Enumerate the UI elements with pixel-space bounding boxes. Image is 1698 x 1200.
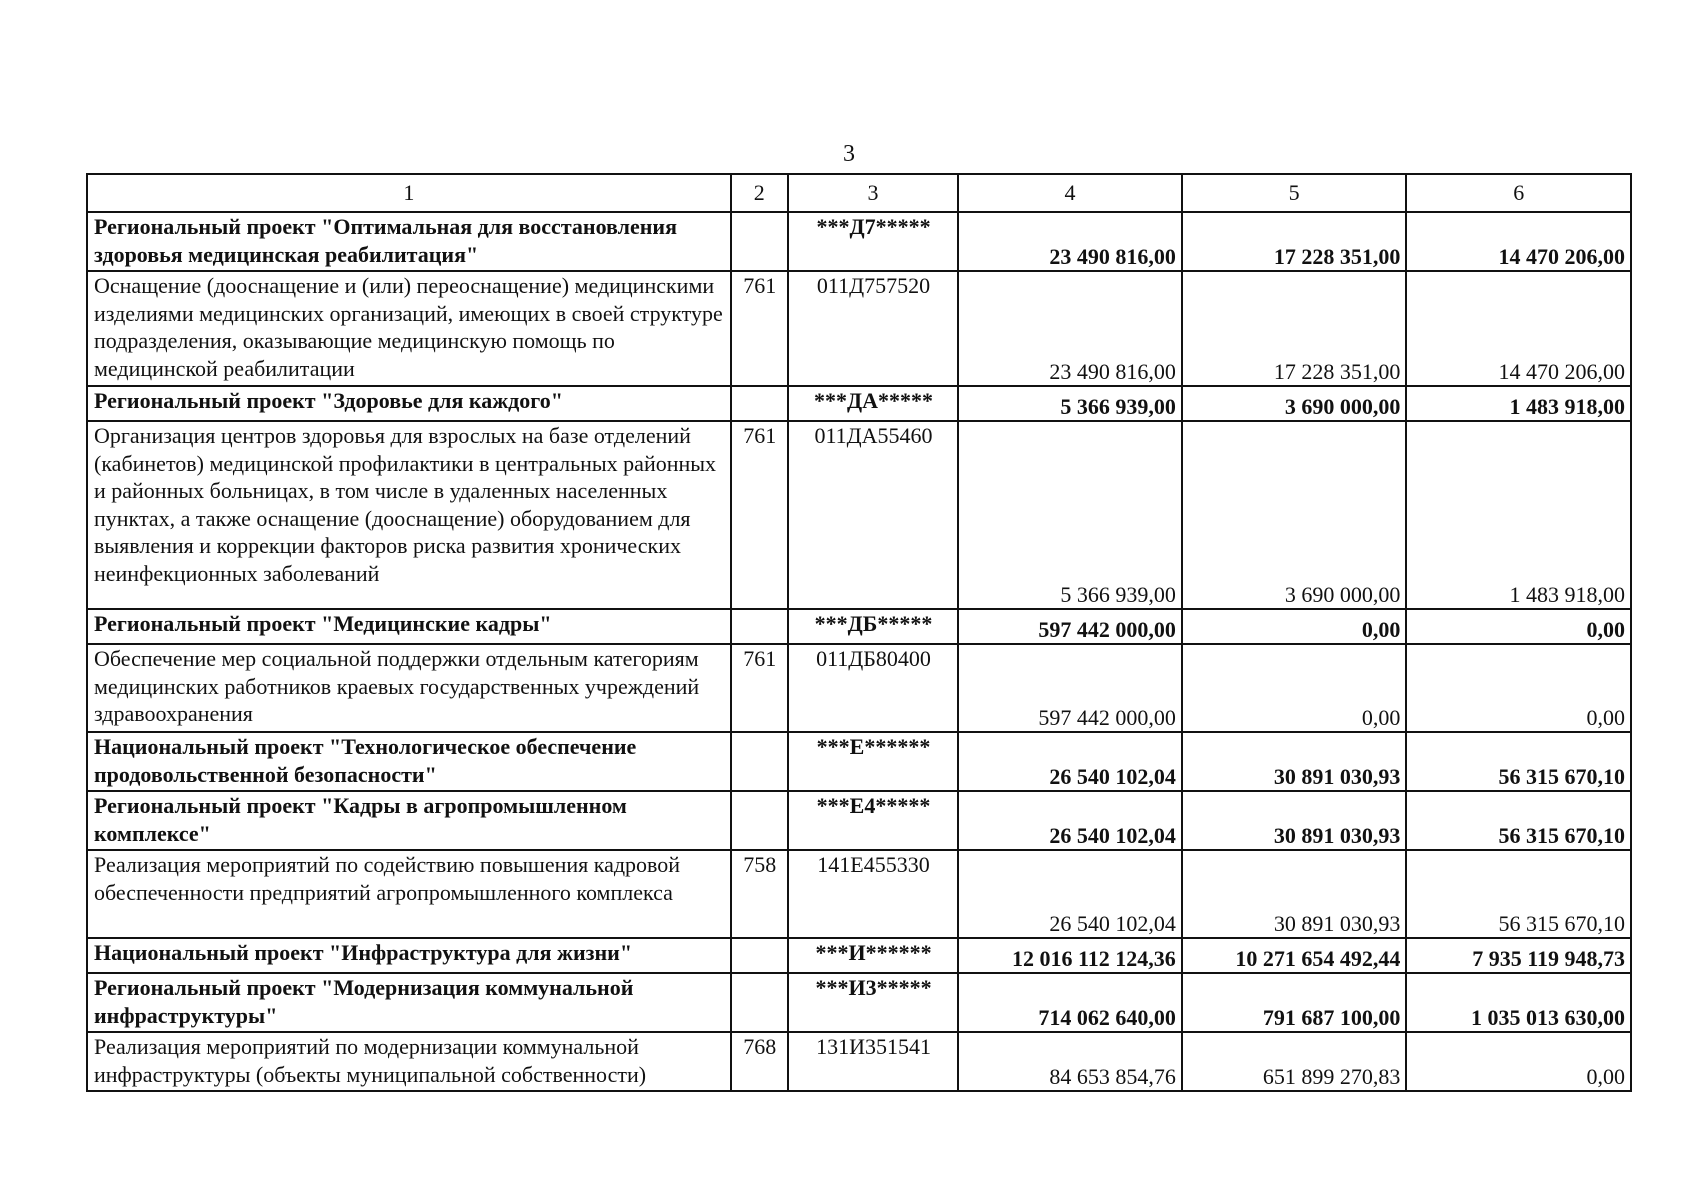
row-name: Национальный проект "Технологическое обеспечение продовольственной безопасности": [87, 732, 731, 791]
row-value-6: 56 315 670,10: [1406, 732, 1631, 791]
row-value-5: 0,00: [1182, 609, 1407, 644]
row-value-4: 12 016 112 124,36: [958, 938, 1182, 973]
row-value-6: 14 470 206,00: [1406, 271, 1631, 386]
row-value-4: 23 490 816,00: [958, 271, 1182, 386]
row-value-4: 26 540 102,04: [958, 732, 1182, 791]
row-dept: 761: [731, 421, 788, 609]
row-code: ***Е******: [788, 732, 958, 791]
row-value-6: 56 315 670,10: [1406, 850, 1631, 938]
row-value-5: 3 690 000,00: [1182, 386, 1407, 421]
row-value-6: 14 470 206,00: [1406, 212, 1631, 271]
page-number: 3: [843, 141, 855, 167]
row-code: ***Е4*****: [788, 791, 958, 850]
table-row: [87, 609, 1631, 644]
table-row: [87, 973, 1631, 1032]
row-dept: [731, 973, 788, 1032]
row-value-6: 7 935 119 948,73: [1406, 938, 1631, 973]
column-header: 6: [1406, 174, 1631, 212]
table-row: [87, 850, 1631, 938]
row-value-6: 0,00: [1406, 609, 1631, 644]
row-value-5: 10 271 654 492,44: [1182, 938, 1407, 973]
row-dept: [731, 386, 788, 421]
column-header: 1: [87, 174, 731, 212]
row-dept: 768: [731, 1032, 788, 1091]
row-value-4: 26 540 102,04: [958, 791, 1182, 850]
row-dept: 761: [731, 271, 788, 386]
row-value-4: 5 366 939,00: [958, 421, 1182, 609]
row-value-6: 1 483 918,00: [1406, 421, 1631, 609]
table-row: [87, 1032, 1631, 1091]
row-dept: [731, 732, 788, 791]
row-code: 141Е455330: [788, 850, 958, 938]
row-dept: [731, 938, 788, 973]
table-row: [87, 791, 1631, 850]
row-name: Реализация мероприятий по модернизации коммунальной инфраструктуры (объекты муниципальной собственности): [87, 1032, 731, 1091]
row-value-6: 1 035 013 630,00: [1406, 973, 1631, 1032]
row-dept: [731, 212, 788, 271]
row-value-4: 23 490 816,00: [958, 212, 1182, 271]
row-name: Оснащение (дооснащение и (или) переоснащение) медицинскими изделиями медицинских организаций, имеющих в своей структуре подразделения, оказывающие медицинскую помощь по медицинской реабилитации: [87, 271, 731, 386]
row-value-4: 5 366 939,00: [958, 386, 1182, 421]
row-name: Реализация мероприятий по содействию повышения кадровой обеспеченности предприятий агропромышленного комплекса: [87, 850, 731, 938]
row-value-5: 30 891 030,93: [1182, 791, 1407, 850]
row-value-5: 17 228 351,00: [1182, 271, 1407, 386]
table-row: [87, 386, 1631, 421]
row-value-5: 791 687 100,00: [1182, 973, 1407, 1032]
row-value-5: 17 228 351,00: [1182, 212, 1407, 271]
column-header: 3: [788, 174, 958, 212]
row-name: Региональный проект "Кадры в агропромышленном комплексе": [87, 791, 731, 850]
row-code: ***И******: [788, 938, 958, 973]
row-value-5: 3 690 000,00: [1182, 421, 1407, 609]
row-name: Региональный проект "Здоровье для каждого": [87, 386, 731, 421]
row-value-5: 30 891 030,93: [1182, 732, 1407, 791]
table-header-row: [87, 174, 1631, 212]
row-code: 131И351541: [788, 1032, 958, 1091]
table-row: [87, 212, 1631, 271]
row-name: Обеспечение мер социальной поддержки отдельным категориям медицинских работников краевых государственных учреждений здравоохранения: [87, 644, 731, 732]
row-name: Региональный проект "Модернизация коммунальной инфраструктуры": [87, 973, 731, 1032]
row-dept: 758: [731, 850, 788, 938]
row-name: Региональный проект "Медицинские кадры": [87, 609, 731, 644]
row-value-5: 0,00: [1182, 644, 1407, 732]
row-code: ***ДБ*****: [788, 609, 958, 644]
column-header: 4: [958, 174, 1182, 212]
row-dept: [731, 791, 788, 850]
table-row: [87, 938, 1631, 973]
row-value-5: 30 891 030,93: [1182, 850, 1407, 938]
row-value-4: 597 442 000,00: [958, 644, 1182, 732]
row-value-5: 651 899 270,83: [1182, 1032, 1407, 1091]
row-code: ***Д7*****: [788, 212, 958, 271]
table-row: [87, 644, 1631, 732]
row-dept: 761: [731, 644, 788, 732]
row-name: Региональный проект "Оптимальная для восстановления здоровья медицинская реабилитация": [87, 212, 731, 271]
table-row: [87, 732, 1631, 791]
row-dept: [731, 609, 788, 644]
row-value-4: 714 062 640,00: [958, 973, 1182, 1032]
column-header: 5: [1182, 174, 1407, 212]
row-value-4: 597 442 000,00: [958, 609, 1182, 644]
row-value-4: 84 653 854,76: [958, 1032, 1182, 1091]
table-row: [87, 421, 1631, 609]
row-value-6: 0,00: [1406, 1032, 1631, 1091]
row-value-6: 0,00: [1406, 644, 1631, 732]
row-code: ***И3*****: [788, 973, 958, 1032]
row-code: 011ДА55460: [788, 421, 958, 609]
row-code: ***ДА*****: [788, 386, 958, 421]
row-name: Национальный проект "Инфраструктура для жизни": [87, 938, 731, 973]
row-value-4: 26 540 102,04: [958, 850, 1182, 938]
column-header: 2: [731, 174, 788, 212]
table-row: [87, 271, 1631, 386]
row-name: Организация центров здоровья для взрослых на базе отделений (кабинетов) медицинской профилактики в центральных районных и районных больницах, в том числе в удаленных населенных пунктах, а также оснащение (дооснащение) оборудованием для выявления и коррекции факторов риска развития хронических неинфекционных заболеваний: [87, 421, 731, 609]
row-code: 011Д757520: [788, 271, 958, 386]
row-value-6: 1 483 918,00: [1406, 386, 1631, 421]
budget-table: [86, 173, 1632, 1092]
row-value-6: 56 315 670,10: [1406, 791, 1631, 850]
row-code: 011ДБ80400: [788, 644, 958, 732]
